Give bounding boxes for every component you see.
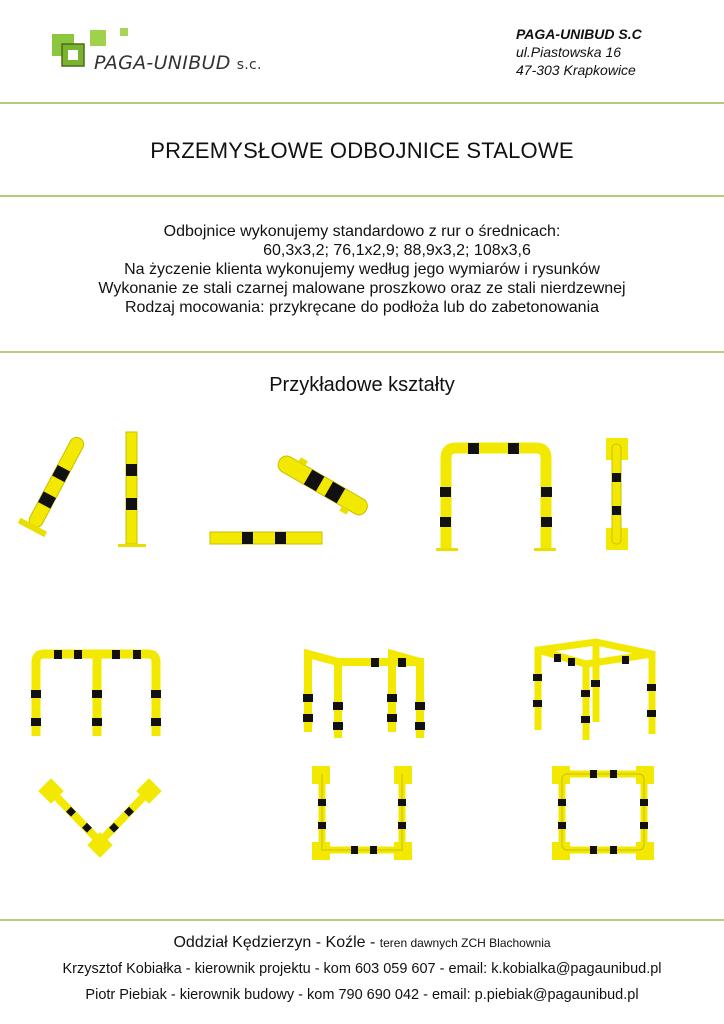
contact-line: Krzysztof Kobiałka - kierownik projektu - kom 603 059 607 - email: k.kobialka@pagaunibud.pl xyxy=(62,961,662,977)
branch-name: Oddział Kędzierzyn - Koźle - xyxy=(173,934,380,951)
description-line: Wykonanie ze stali czarnej malowane proszkowo oraz ze stali nierdzewnej xyxy=(98,280,626,297)
page-title: PRZEMYSŁOWE ODBOJNICE STALOWE xyxy=(150,138,574,163)
examples-heading: Przykładowe kształty xyxy=(269,374,455,396)
footer xyxy=(0,930,724,1008)
description-line: Rodzaj mocowania: przykręcane do podłoża lub do zabetonowania xyxy=(124,299,600,316)
box-frame-guard-image xyxy=(526,634,676,744)
angled-bar-image xyxy=(268,440,378,530)
corner-frame-guard-image xyxy=(296,636,446,742)
double-frame-guard-image xyxy=(22,648,172,740)
straight-bollard-image xyxy=(118,432,148,548)
divider xyxy=(0,102,724,104)
address-company: PAGA-UNIBUD S.C xyxy=(516,26,642,42)
u-frame-guard-image xyxy=(436,442,556,552)
v-shape-topview-image xyxy=(38,776,162,856)
divider xyxy=(0,351,724,353)
description-line: Odbojnice wykonujemy standardowo z rur o średnicach: xyxy=(163,223,561,240)
horizontal-bar-image xyxy=(208,530,324,550)
tilted-bollard-image xyxy=(20,430,90,540)
divider xyxy=(0,195,724,197)
branch-note: teren dawnych ZCH Blachownia xyxy=(379,936,551,950)
divider xyxy=(0,919,724,921)
branch-line xyxy=(0,930,724,956)
address-city: 47-303 Krapkowice xyxy=(516,62,636,78)
logo-name: PAGA-UNIBUD xyxy=(94,52,231,74)
square-topview-image xyxy=(552,766,656,862)
logo-suffix: s.c. xyxy=(236,57,262,73)
description xyxy=(0,222,724,317)
wall-mounted-guard-image xyxy=(606,438,630,552)
u-shape-topview-image xyxy=(312,766,416,862)
description-line: Na życzenie klienta wykonujemy według jego wymiarów i rysunków xyxy=(124,261,600,278)
address-street: ul.Piastowska 16 xyxy=(516,44,622,60)
description-line: 60,3x3,2; 76,1x2,9; 88,9x3,2; 108x3,6 xyxy=(263,242,531,259)
company-logo xyxy=(52,28,282,78)
contact-line: Piotr Piebiak - kierownik budowy - kom 790 690 042 - email: p.piebiak@pagaunibud.pl xyxy=(85,987,639,1003)
company-address xyxy=(516,25,642,79)
